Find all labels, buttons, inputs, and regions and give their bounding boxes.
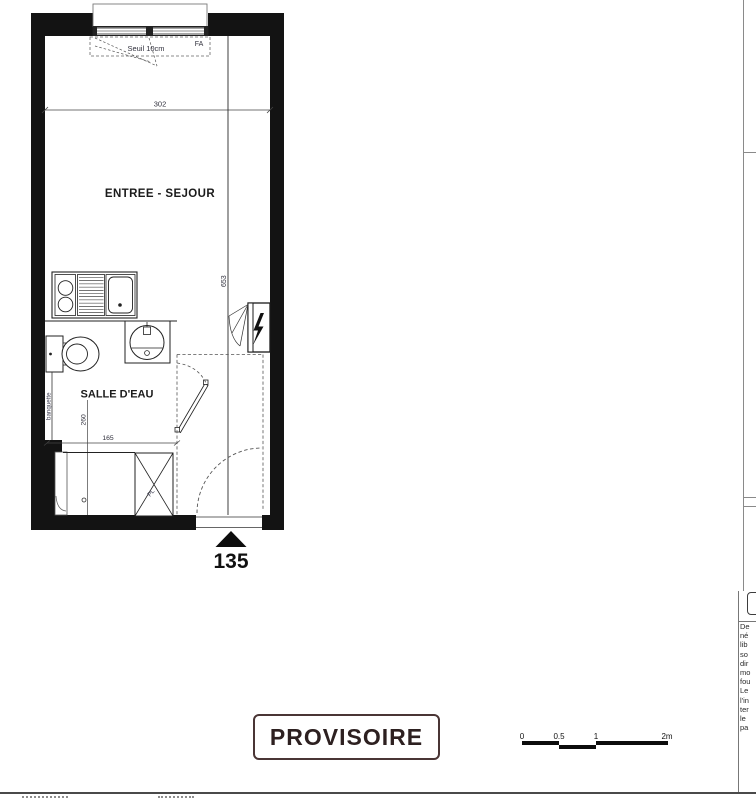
bath-door-swing <box>177 363 206 383</box>
room-bath-label: SALLE D'EAU <box>80 388 154 401</box>
scale-tick-1: 1 <box>593 732 599 741</box>
closet-label: PL <box>146 487 157 499</box>
wall-left <box>31 13 45 515</box>
note-line: né <box>740 631 749 641</box>
sheet-frame-hline-2 <box>743 497 756 498</box>
entry-marker-icon <box>216 531 247 547</box>
toilet-cistern <box>46 336 63 372</box>
note-line: lib <box>740 640 748 650</box>
floor-plan-area <box>0 0 470 605</box>
sheet-frame-hline-3 <box>743 506 756 507</box>
scale-tick-05: 0.5 <box>553 732 565 741</box>
note-line: so <box>740 649 748 659</box>
dim-302-label: 302 <box>153 99 167 109</box>
balcony-sill <box>93 4 207 27</box>
note-line: fou <box>740 677 751 687</box>
sheet-frame-hline-1 <box>743 152 756 153</box>
dim-260-label: 260 <box>80 414 88 426</box>
panel-door-swing <box>229 305 248 347</box>
scale-bar <box>505 727 685 753</box>
title-block-top-edge <box>0 792 756 794</box>
scale-tick-0: 0 <box>519 732 525 741</box>
burner-2 <box>58 297 73 312</box>
cut-off-stamp-box <box>747 592 756 615</box>
floor-drain <box>82 498 86 502</box>
sink-drain <box>118 303 122 307</box>
note-line: l'in <box>740 695 749 705</box>
note-line: Le <box>740 686 749 696</box>
window-sill-label: Seuil 10cm <box>127 44 165 53</box>
wall-bottom-right <box>262 515 284 530</box>
cut-off-text-left <box>22 796 68 798</box>
entry-threshold <box>196 517 262 528</box>
floor-plan-drawing <box>0 0 470 600</box>
provisoire-stamp <box>253 714 440 760</box>
bath-door <box>175 363 208 433</box>
note-line: mo <box>740 667 751 677</box>
kitchenette <box>52 272 137 318</box>
kitchen-sink-basin <box>109 277 133 313</box>
washbasin <box>130 322 164 360</box>
basin-drain <box>145 351 150 356</box>
burner-1 <box>58 281 73 296</box>
room-main-label: ENTREE - SEJOUR <box>104 188 216 200</box>
entry-door-swing <box>197 448 262 513</box>
wall-stub <box>31 440 62 452</box>
window-code-label: FA <box>194 41 204 48</box>
dim-165-label: 165 <box>102 435 114 442</box>
door-number-label: 135 <box>213 550 249 573</box>
closet <box>135 453 173 516</box>
wall-bottom-left <box>31 515 196 530</box>
dim-653-label: 653 <box>221 275 228 287</box>
wall-right <box>270 13 284 530</box>
bench-label: banquette <box>45 392 53 420</box>
note-line: ter <box>740 704 749 714</box>
note-line: De <box>740 622 750 631</box>
provisoire-stamp-label: PROVISOIRE <box>269 723 424 750</box>
sheet-frame-vline <box>743 0 744 591</box>
notes-text <box>740 622 756 732</box>
note-line: le <box>740 713 746 723</box>
note-line: dir <box>740 658 749 668</box>
scale-bar-segments <box>522 741 668 749</box>
toilet <box>46 336 99 372</box>
cut-off-text-mid <box>158 796 194 798</box>
wall-stub-lower <box>31 452 55 515</box>
window <box>93 27 208 36</box>
electrical-panel <box>229 303 270 352</box>
basin-tap <box>144 327 151 335</box>
wall-niche <box>55 452 67 515</box>
entry-dashed-zone <box>177 355 263 516</box>
scale-tick-2m: 2m <box>661 732 673 741</box>
note-line: pa <box>740 723 749 733</box>
